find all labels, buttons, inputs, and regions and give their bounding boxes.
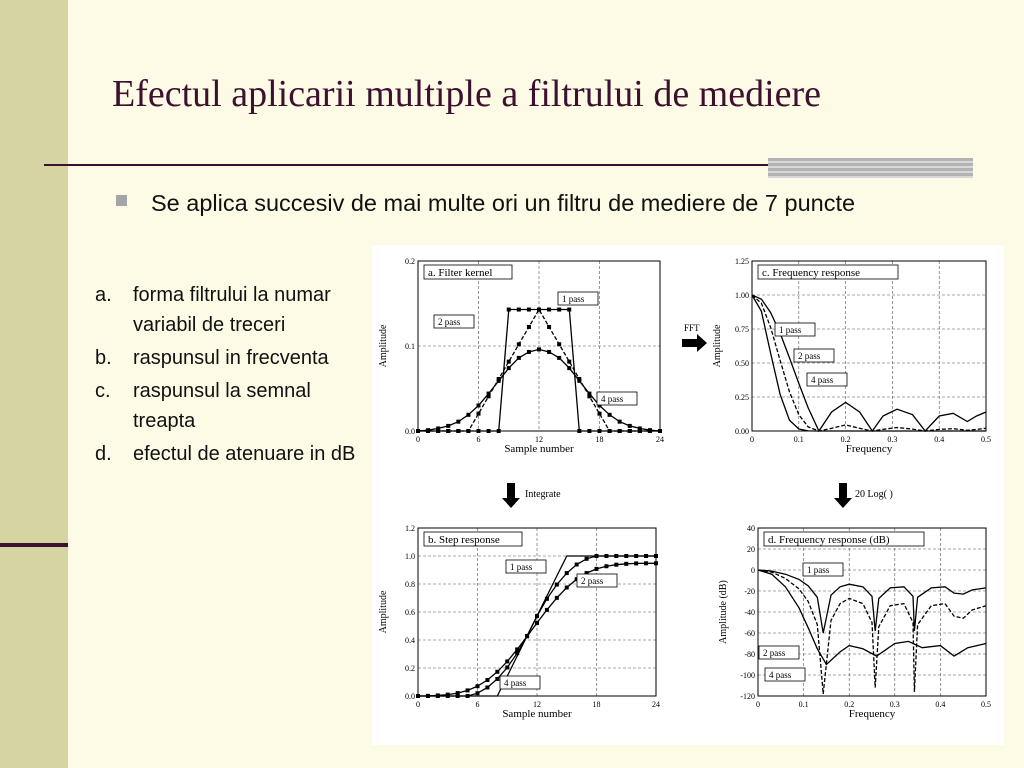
log-arrow-icon	[834, 483, 852, 508]
y-tick-label: 0.2	[405, 257, 415, 266]
left-decor-line	[0, 543, 68, 547]
side-item-b	[95, 343, 365, 373]
y-tick-label: 0.6	[405, 608, 415, 617]
log-label: 20 Log( )	[855, 489, 893, 500]
y-tick-label: 40	[747, 524, 755, 533]
data-point	[634, 561, 638, 565]
x-tick-label: 0.2	[840, 435, 851, 444]
data-point	[547, 325, 551, 329]
data-point	[547, 308, 551, 312]
y-tick-label: 0.75	[735, 325, 749, 334]
data-point	[466, 413, 470, 417]
y-tick-label: 0.2	[405, 664, 415, 673]
data-point	[456, 429, 460, 433]
title-striped-bar	[768, 158, 973, 178]
side-item-text: raspunsul in frecventa	[133, 347, 329, 369]
x-tick-label: 0	[750, 435, 754, 444]
data-point	[658, 429, 662, 433]
x-tick-label: 12	[535, 435, 543, 444]
y-tick-label: 0.0	[405, 427, 415, 436]
data-point	[604, 554, 608, 558]
x-axis-label: Sample number	[504, 443, 574, 455]
x-tick-label: 0.4	[935, 700, 946, 709]
data-point	[527, 350, 531, 354]
side-list	[95, 280, 365, 472]
data-point	[507, 366, 511, 370]
y-tick-label: 0.4	[405, 636, 415, 645]
data-point	[495, 677, 499, 681]
data-point	[416, 429, 420, 433]
x-tick-label: 24	[656, 435, 664, 444]
y-tick-label: 0.50	[735, 359, 749, 368]
data-point	[604, 564, 608, 568]
data-point	[535, 614, 539, 618]
side-item-marker: c.	[95, 380, 111, 402]
data-point	[618, 420, 622, 424]
data-point	[545, 597, 549, 601]
x-tick-label: 18	[592, 700, 601, 709]
data-point	[517, 356, 521, 360]
data-point	[547, 350, 551, 354]
data-point	[644, 561, 648, 565]
data-point	[525, 634, 529, 638]
y-axis-label: Amplitude	[378, 590, 389, 634]
data-point	[505, 659, 509, 663]
x-tick-label: 0	[416, 435, 420, 444]
data-point	[587, 429, 591, 433]
data-point	[614, 554, 618, 558]
data-point	[567, 366, 571, 370]
y-axis-label: Amplitude	[712, 324, 723, 368]
data-point	[436, 693, 440, 697]
x-axis-label: Sample number	[502, 708, 572, 720]
y-tick-label: 0.8	[405, 580, 415, 589]
data-point	[507, 308, 511, 312]
data-point	[567, 308, 571, 312]
data-point	[466, 694, 470, 698]
data-point	[517, 308, 521, 312]
y-tick-label: 20	[747, 545, 755, 554]
data-point	[595, 567, 599, 571]
x-tick-label: 0.5	[981, 435, 991, 444]
data-point	[555, 596, 559, 600]
x-tick-label: 0.2	[844, 700, 855, 709]
side-item-text: forma filtrului la numar variabil de treceri	[133, 284, 331, 336]
x-tick-label: 0.3	[887, 435, 898, 444]
data-point	[446, 429, 450, 433]
data-point	[567, 360, 571, 364]
data-point	[555, 583, 559, 587]
data-point	[614, 563, 618, 567]
data-point	[416, 694, 420, 698]
annotation-label: 4 pass	[601, 394, 624, 404]
y-tick-label: 0	[751, 566, 755, 575]
y-tick-label: -40	[744, 608, 755, 617]
y-tick-label: -80	[744, 650, 755, 659]
data-point	[535, 621, 539, 625]
annotation-label: 2 pass	[798, 351, 821, 361]
y-tick-label: 1.25	[735, 257, 749, 266]
data-point	[466, 688, 470, 692]
y-tick-label: 1.0	[405, 552, 415, 561]
x-tick-label: 0	[756, 700, 760, 709]
y-tick-label: 0.00	[735, 427, 749, 436]
data-point	[545, 608, 549, 612]
data-point	[497, 429, 501, 433]
x-axis-label: Frequency	[845, 443, 893, 455]
data-point	[557, 308, 561, 312]
x-tick-label: 12	[533, 700, 541, 709]
data-point	[446, 693, 450, 697]
data-point	[585, 557, 589, 561]
x-tick-label: 18	[595, 435, 604, 444]
data-point	[456, 420, 460, 424]
annotation-label: 4 pass	[811, 375, 834, 385]
left-decor-band	[0, 0, 68, 768]
chart-title: c. Frequency response	[762, 267, 861, 279]
data-point	[426, 694, 430, 698]
data-point	[537, 308, 541, 312]
chart-0	[378, 257, 664, 455]
x-tick-label: 0.1	[798, 700, 809, 709]
data-point	[515, 647, 519, 651]
annotation-label: 1 pass	[510, 562, 533, 572]
data-point	[608, 429, 612, 433]
side-item-marker: b.	[95, 347, 112, 369]
data-point	[618, 429, 622, 433]
data-point	[634, 554, 638, 558]
data-point	[624, 562, 628, 566]
x-tick-label: 0.5	[981, 700, 991, 709]
x-tick-label: 0	[416, 700, 420, 709]
y-tick-label: 1.2	[405, 524, 415, 533]
data-point	[497, 379, 501, 383]
integrate-arrow-icon	[502, 483, 520, 508]
data-point	[476, 691, 480, 695]
x-tick-label: 0.4	[934, 435, 945, 444]
x-tick-label: 0.3	[889, 700, 900, 709]
data-point	[628, 429, 632, 433]
annotation-label: 1 pass	[779, 325, 802, 335]
data-point	[466, 429, 470, 433]
data-point	[644, 554, 648, 558]
y-tick-label: 0.25	[735, 393, 749, 402]
data-point	[537, 347, 541, 351]
chart-3	[718, 524, 991, 720]
y-tick-label: 1.00	[735, 291, 749, 300]
data-point	[575, 563, 579, 567]
data-point	[565, 586, 569, 590]
data-point	[517, 342, 521, 346]
side-item-marker: a.	[95, 284, 112, 306]
plot-frame	[752, 261, 986, 431]
data-point	[426, 428, 430, 432]
data-point	[557, 342, 561, 346]
data-point	[527, 325, 531, 329]
y-tick-label: -20	[744, 587, 755, 596]
figure-svg	[372, 245, 1004, 745]
data-point	[477, 429, 481, 433]
x-tick-label: 6	[475, 700, 480, 709]
side-item-text: efectul de atenuare in dB	[133, 443, 356, 465]
data-point	[436, 426, 440, 430]
annotation-label: 2 pass	[763, 648, 786, 658]
annotation-label: 2 pass	[438, 317, 461, 327]
y-tick-label: -100	[740, 671, 755, 680]
side-item-a	[95, 280, 365, 340]
data-point	[577, 429, 581, 433]
data-point	[648, 428, 652, 432]
side-item-text: raspunsul la semnal treapta	[133, 380, 311, 432]
data-point	[608, 413, 612, 417]
y-tick-label: 0.0	[405, 692, 415, 701]
x-tick-label: 6	[476, 435, 481, 444]
data-point	[557, 356, 561, 360]
y-tick-label: -60	[744, 629, 755, 638]
data-point	[638, 426, 642, 430]
annotation-label: 1 pass	[807, 565, 830, 575]
x-tick-label: 24	[652, 700, 660, 709]
bullet-text: Se aplica succesiv de mai multe ori un filtru de mediere de 7 puncte	[151, 190, 856, 216]
data-point	[507, 360, 511, 364]
bullet-square-icon	[116, 195, 127, 206]
data-point	[476, 684, 480, 688]
data-point	[598, 412, 602, 416]
data-point	[477, 404, 481, 408]
slide-title: Efectul aplicarii multiple a filtrului de mediere	[112, 73, 822, 115]
fft-label: FFT	[684, 323, 700, 333]
x-tick-label: 0.1	[793, 435, 804, 444]
chart-title: d. Frequency response (dB)	[768, 534, 890, 546]
data-point	[456, 691, 460, 695]
data-point	[487, 392, 491, 396]
data-point	[598, 429, 602, 433]
y-axis-label: Amplitude (dB)	[718, 580, 729, 644]
data-point	[595, 554, 599, 558]
x-axis-label: Frequency	[848, 708, 896, 720]
data-point	[624, 554, 628, 558]
data-point	[487, 429, 491, 433]
integrate-label: Integrate	[525, 489, 561, 500]
chart-2	[378, 524, 660, 720]
data-point	[477, 412, 481, 416]
annotation-label: 4 pass	[769, 670, 792, 680]
y-tick-label: 0.1	[405, 342, 415, 351]
side-item-c	[95, 376, 365, 436]
chart-title: b. Step response	[428, 534, 500, 546]
data-point	[587, 392, 591, 396]
data-point	[654, 554, 658, 558]
data-point	[654, 561, 658, 565]
annotation-label: 1 pass	[562, 294, 585, 304]
data-point	[485, 685, 489, 689]
data-point	[495, 670, 499, 674]
figure-panel	[372, 245, 1004, 745]
side-item-marker: d.	[95, 443, 112, 465]
y-tick-label: -120	[740, 692, 755, 701]
data-point	[565, 571, 569, 575]
side-item-d	[95, 439, 365, 469]
title-underline	[44, 164, 768, 166]
chart-1	[712, 257, 991, 455]
fft-arrow-icon	[682, 334, 707, 352]
data-point	[505, 665, 509, 669]
data-point	[485, 678, 489, 682]
data-point	[446, 424, 450, 428]
data-point	[628, 424, 632, 428]
annotation-label: 2 pass	[581, 576, 604, 586]
data-point	[577, 379, 581, 383]
y-axis-label: Amplitude	[378, 324, 389, 368]
chart-title: a. Filter kernel	[428, 267, 493, 279]
annotation-label: 4 pass	[504, 678, 527, 688]
data-point	[527, 308, 531, 312]
